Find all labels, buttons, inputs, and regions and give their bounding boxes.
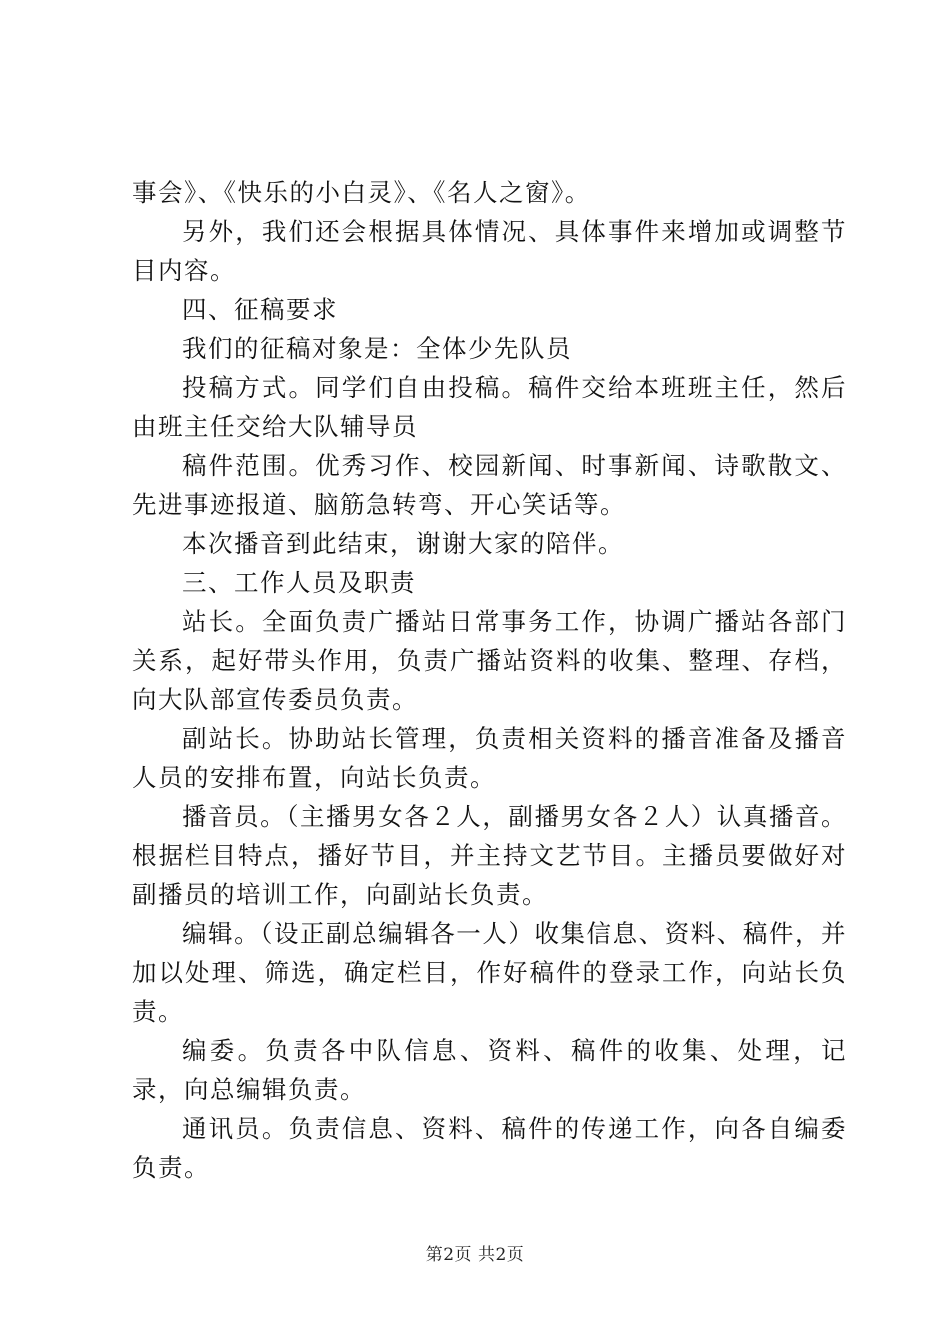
paragraph-5: 投稿方式。同学们自由投稿。稿件交给本班班主任，然后由班主任交给大队辅导员 xyxy=(132,373,847,441)
paragraph-10: 副站长。协助站长管理，负责相关资料的播音准备及播音人员的安排布置，向站长负责。 xyxy=(132,724,847,792)
paragraph-2: 另外，我们还会根据具体情况、具体事件来增加或调整节目内容。 xyxy=(132,217,847,285)
paragraph-9: 站长。全面负责广播站日常事务工作，协调广播站各部门关系，起好带头作用，负责广播站资料的收集、整理、存档，向大队部宣传委员负责。 xyxy=(132,607,847,714)
page-number-footer: 第2页 共2页 xyxy=(425,1245,525,1265)
section-heading-4: 四、征稿要求 xyxy=(182,295,338,324)
section-heading-3: 三、工作人员及职责 xyxy=(182,568,416,597)
paragraph-11: 播音员。（主播男女各２人，副播男女各２人）认真播音。根据栏目特点，播好节目，并主持文艺节目。主播员要做好对副播员的培训工作，向副站长负责。 xyxy=(132,802,847,909)
paragraph-12: 编辑。（设正副总编辑各一人）收集信息、资料、稿件，并加以处理、筛选，确定栏目，作好稿件的登录工作，向站长负责。 xyxy=(132,919,847,1026)
paragraph-4: 我们的征稿对象是：全体少先队员 xyxy=(182,334,572,363)
paragraph-6: 稿件范围。优秀习作、校园新闻、时事新闻、诗歌散文、先进事迹报道、脑筋急转弯、开心笑话等。 xyxy=(132,451,847,519)
paragraph-7: 本次播音到此结束，谢谢大家的陪伴。 xyxy=(182,529,624,558)
paragraph-14: 通讯员。负责信息、资料、稿件的传递工作，向各自编委负责。 xyxy=(132,1114,847,1182)
paragraph-1: 事会》、《快乐的小白灵》、《名人之窗》。 xyxy=(132,178,591,207)
paragraph-13: 编委。负责各中队信息、资料、稿件的收集、处理，记录，向总编辑负责。 xyxy=(132,1036,847,1104)
document-body xyxy=(132,173,847,1187)
